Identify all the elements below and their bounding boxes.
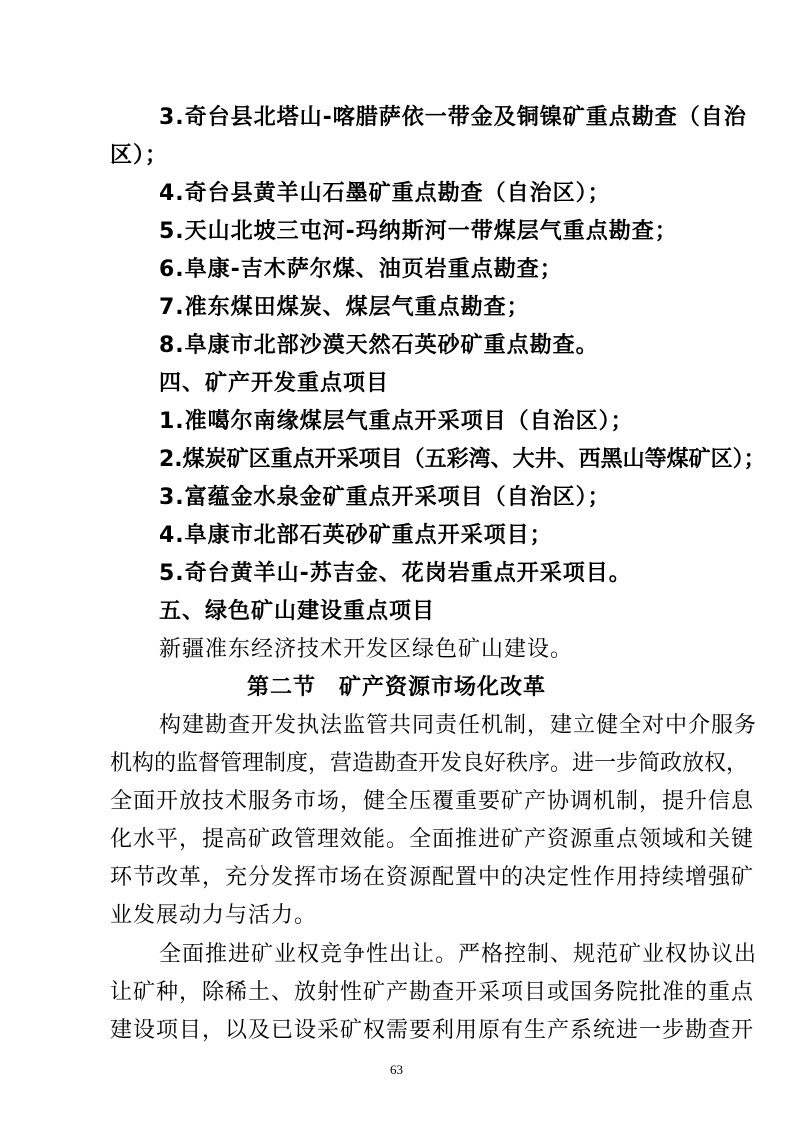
paragraph-line: 业发展动力与活力。 [110,903,318,928]
list-item: 3.富蕴金水泉金矿重点开采项目（自治区）； [159,485,611,510]
list-item: 3.奇台县北塔山-喀腊萨依一带金及铜镍矿重点勘查（自治 [159,105,747,130]
body-text: 新疆准东经济技术开发区绿色矿山建设。 [159,637,574,662]
paragraph-line: 全面开放技术服务市场，健全压覆重要矿产协调机制，提升信息 [110,789,755,814]
paragraph-line: 环节改革，充分发挥市场在资源配置中的决定性作用持续增强矿 [110,865,755,890]
list-item: 8.阜康市北部沙漠天然石英砂矿重点勘查。 [159,333,599,358]
paragraph-line: 化水平，提高矿政管理效能。全面推进矿产资源重点领域和关键 [110,827,755,852]
paragraph-line: 机构的监督管理制度，营造勘查开发良好秩序。进一步简政放权， [110,751,749,776]
section-heading: 五、绿色矿山建设重点项目 [159,599,436,624]
paragraph-line: 建设项目，以及已设采矿权需要利用原有生产系统进一步勘查开 [110,1018,755,1043]
list-item: 7.准东煤田煤炭、煤层气重点勘查； [159,295,530,320]
list-item: 4.奇台县黄羊山石墨矿重点勘查（自治区）； [159,181,611,206]
list-item: 5.奇台黄羊山-苏吉金、花岗岩重点开采项目。 [159,561,632,586]
section-heading: 四、矿产开发重点项目 [159,371,390,396]
list-item-continuation: 区）； [110,143,169,168]
list-item: 5.天山北坡三屯河-玛纳斯河一带煤层气重点勘查； [159,219,678,244]
list-item: 4.阜康市北部石英砂矿重点开采项目； [159,523,553,548]
list-item: 6.阜康-吉木萨尔煤、油页岩重点勘查； [159,257,563,282]
paragraph-line: 全面推进矿业权竞争性出让。严格控制、规范矿业权协议出 [159,942,758,967]
paragraph-line: 构建勘查开发执法监管共同责任机制，建立健全对中介服务 [159,713,758,738]
list-item: 1.准噶尔南缘煤层气重点开采项目（自治区）； [159,409,634,434]
section-title: 第二节 矿产资源市场化改革 [246,675,546,700]
paragraph-line: 让矿种，除稀土、放射性矿产勘查开采项目或国务院批准的重点 [110,980,755,1005]
list-item: 2.煤炭矿区重点开采项目（五彩湾、大井、西黑山等煤矿区）； [159,447,766,472]
page-number: 63 [390,1062,403,1077]
